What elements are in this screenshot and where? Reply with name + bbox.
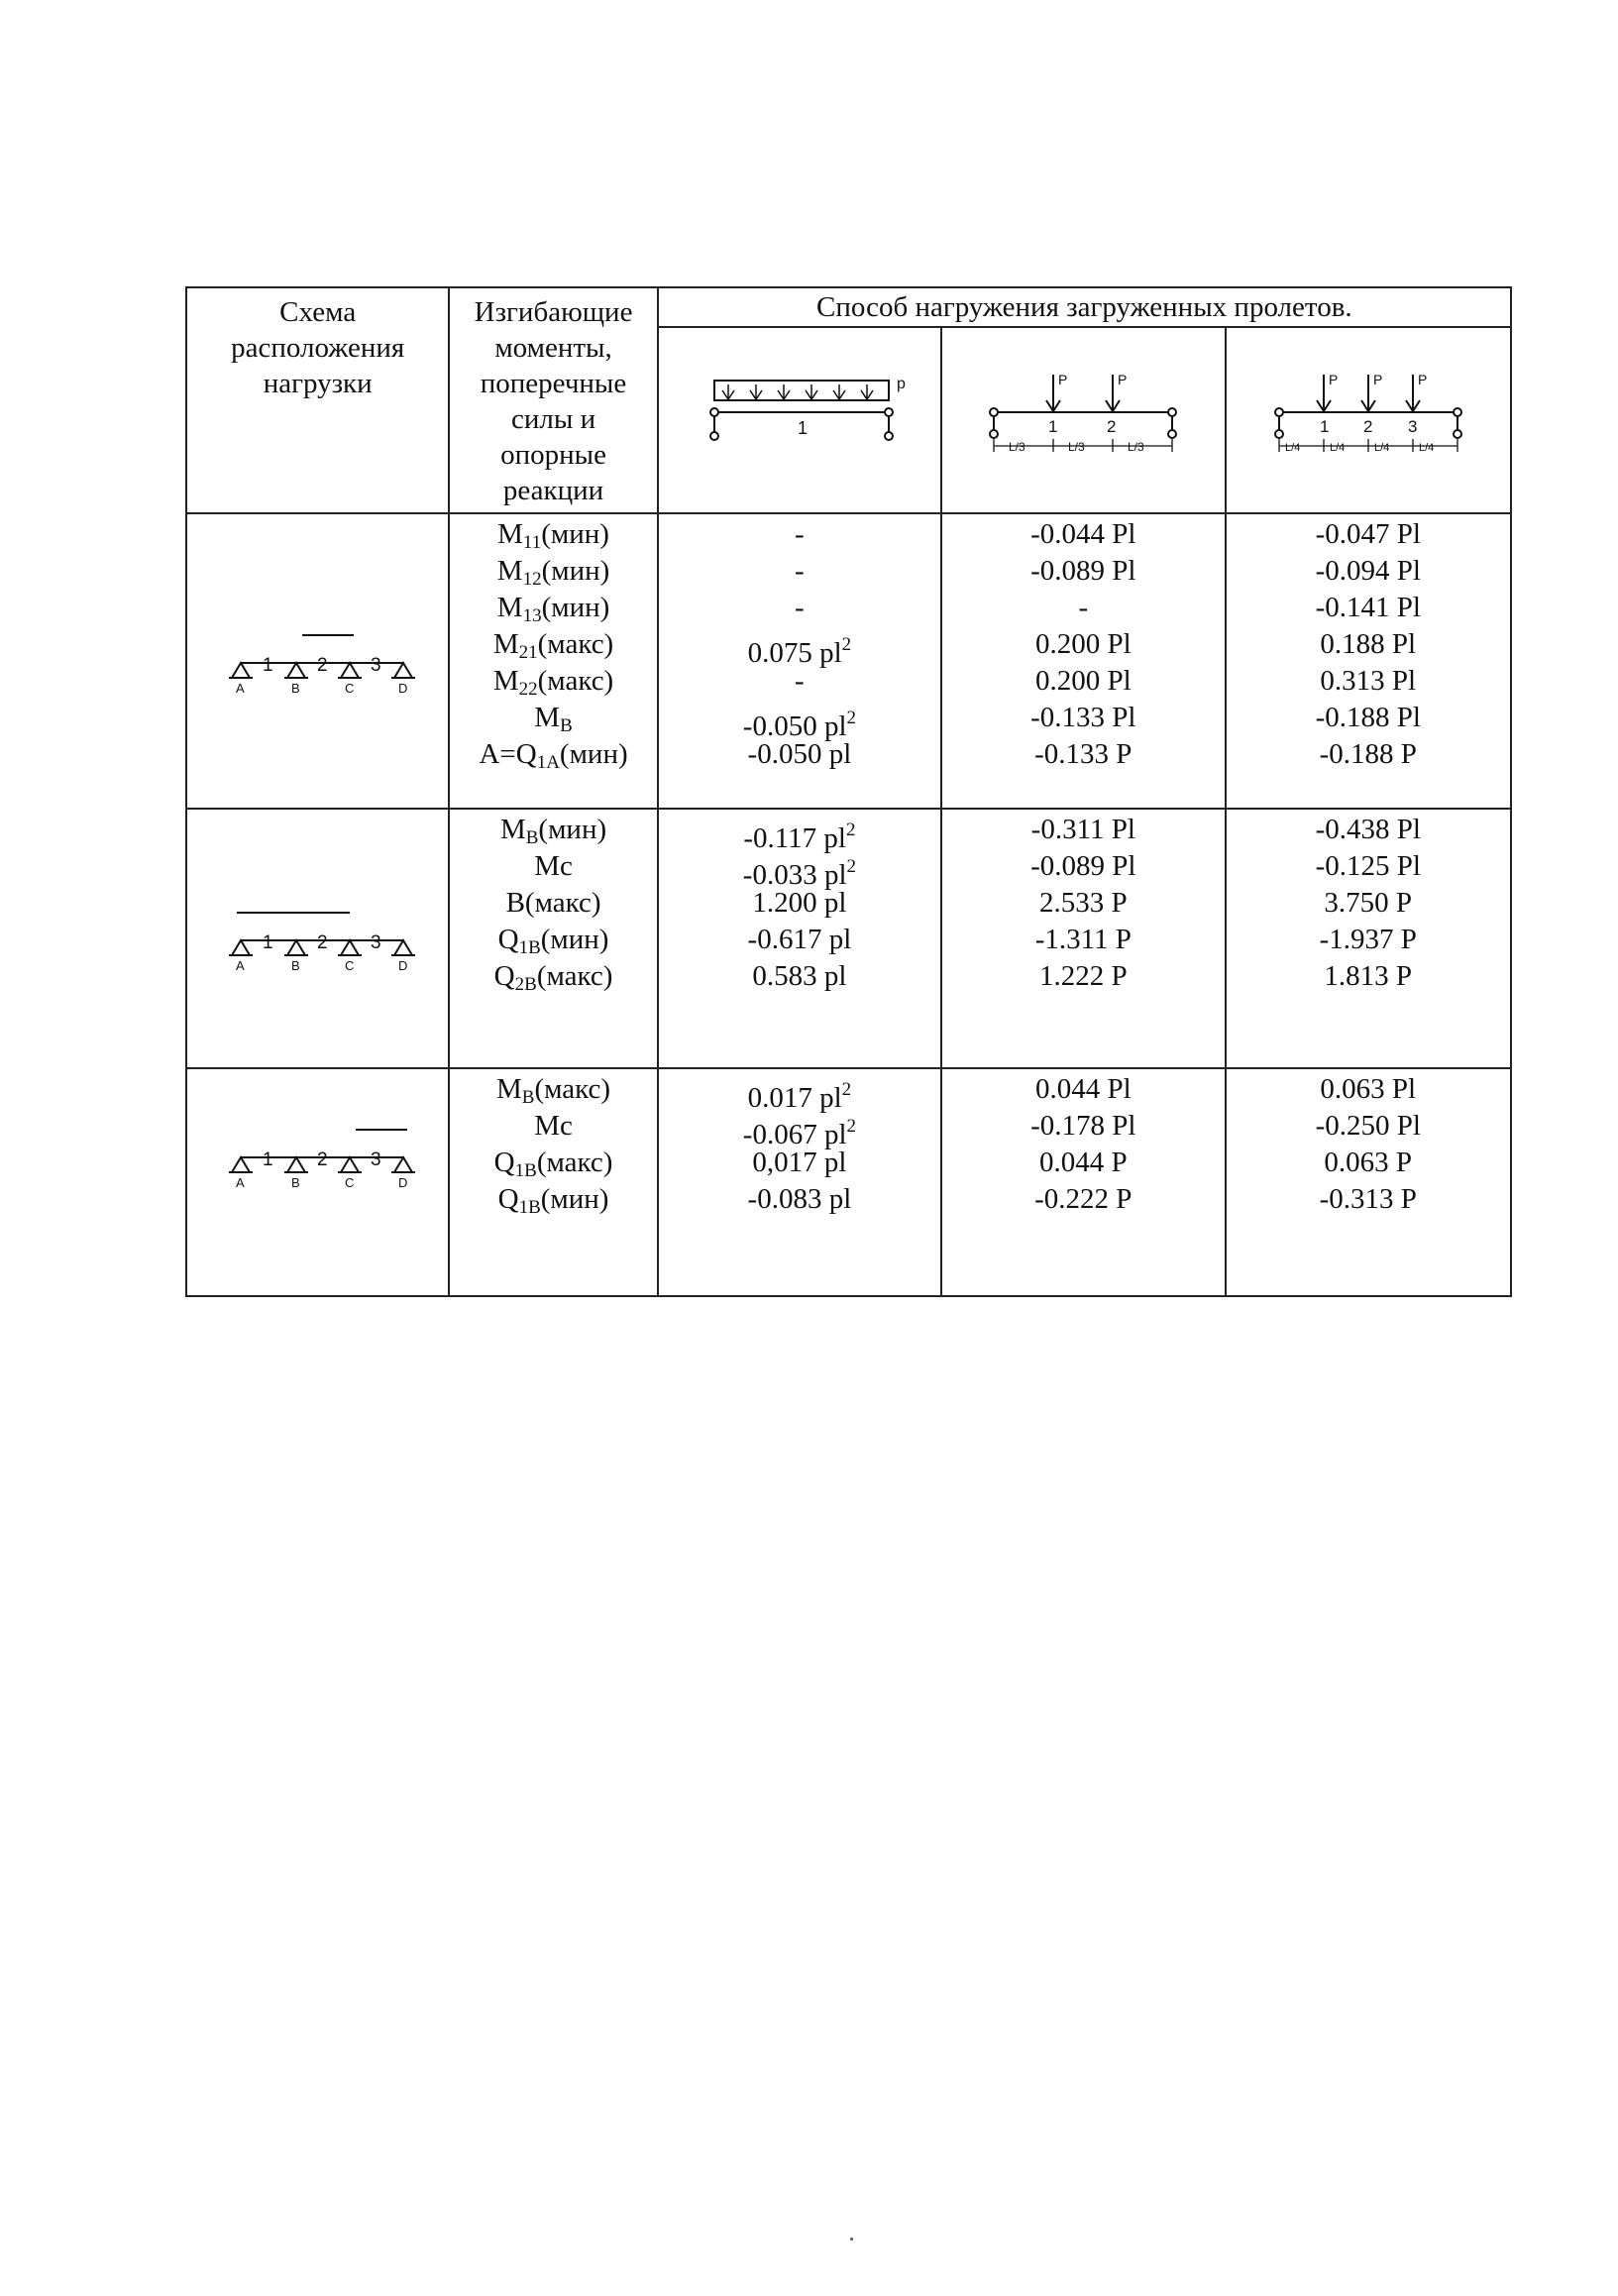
support-label: D [397,1174,408,1190]
quantity-subscript: 2B [514,974,537,995]
three-point-span-3: 3 [1407,417,1418,436]
quantity-label [450,1181,656,1218]
three-point-division-1: L/4 [1284,442,1301,454]
span-label: 3 [370,932,381,953]
quantity-symbol: A=Q [479,738,537,770]
coefficient-value [659,922,940,958]
coefficient-text: - [1078,592,1089,623]
quantity-qualifier: (макс) [536,1147,613,1178]
quantity-qualifier: (макс) [534,1073,611,1105]
group-2-row [186,809,1511,1068]
quantity-subscript: B [521,1087,535,1108]
coefficient-value [1227,1181,1511,1218]
group-1-uniform-list [659,516,940,773]
quantity-qualifier: (мин) [540,1183,609,1215]
coefficient-text: -0.311 Pl [1030,814,1135,845]
quantity-symbol: Q [497,1183,519,1215]
two-point-division-2: L/3 [1068,440,1085,454]
coefficient-value [942,1181,1224,1218]
coefficient-text: 0.313 Pl [1320,665,1417,697]
quantity-label [450,516,656,553]
coefficient-value [942,812,1224,848]
coefficient-text: -0.047 Pl [1315,518,1421,550]
group-1-two-point-list [942,516,1224,773]
group-1-scheme [186,513,449,809]
coefficient-text: -0.033 pl [742,859,847,891]
quantity-symbol: M [492,665,519,697]
three-point-span-1: 1 [1319,417,1330,436]
three-point-load-label-3: P [1417,372,1428,387]
three-point-division-4: L/4 [1418,442,1435,454]
two-point-division-1: L/3 [1009,440,1025,454]
quantity-subscript: 13 [522,605,542,626]
coefficient-value [1227,1071,1511,1108]
coefficient-text: 0.017 pl [747,1082,842,1114]
coefficient-value [1227,700,1511,736]
quantity-symbol: M [497,518,523,550]
group-3-three-point [1226,1068,1512,1296]
coefficient-text: -0.133 Pl [1030,702,1136,733]
quantity-qualifier: (макс) [524,887,601,919]
load-table [185,286,1512,1297]
coefficient-text: 1.200 pl [752,887,847,919]
quantity-qualifier: (мин) [541,518,609,550]
coefficient-text: 0.200 Pl [1034,628,1132,660]
coefficient-text: -0.313 P [1319,1183,1417,1215]
quantity-qualifier: (макс) [536,960,613,992]
quantity-qualifier: (мин) [541,592,610,623]
quantity-label [450,736,656,773]
quantity-qualifier: (мин) [559,738,628,770]
header-scheme [186,287,449,513]
support-icon [341,1157,359,1172]
coefficient-value [659,812,940,854]
coefficient-value [1227,626,1511,663]
coefficient-exponent: 2 [841,1079,852,1100]
coefficient-value [942,626,1224,663]
group-3-uniform-list [659,1071,940,1218]
header-scheme-text: Схема расположения нагрузки [231,296,405,399]
uniform-span-label: 1 [797,418,808,438]
support-label: A [235,681,245,696]
quantity-label [450,663,656,700]
coefficient-value [942,516,1224,553]
coefficient-exponent: 2 [841,634,852,655]
support-label: C [344,681,355,696]
group-2-three-point [1226,809,1512,1068]
coefficient-text: - [795,518,805,550]
coefficient-text: -0.067 pl [742,1119,847,1150]
group-3-three-point-list [1227,1071,1511,1218]
diagram-three-point-cell [1226,327,1512,513]
quantity-label [450,922,656,958]
quantity-symbol: M [499,814,526,845]
support-label: D [397,681,408,696]
coefficient-text: 3.750 P [1324,887,1413,919]
coefficient-text: -0.089 Pl [1030,555,1136,587]
coefficient-text: 2.533 P [1038,887,1128,919]
group-1-three-point-list [1227,516,1511,773]
coefficient-text: 0.063 P [1324,1147,1413,1178]
quantity-qualifier: (мин) [541,555,610,587]
support-label: B [290,681,300,696]
support-icon [232,1157,250,1172]
quantity-label [450,553,656,590]
coefficient-value [659,885,940,922]
coefficient-value [659,516,940,553]
two-point-division-3: L/3 [1128,440,1144,454]
quantity-subscript: 12 [522,569,542,590]
coefficient-value [1227,848,1511,885]
support-icon [287,663,305,678]
coefficient-value [659,553,940,590]
coefficient-text: -0.044 Pl [1030,518,1136,550]
group-3-labels [449,1068,657,1296]
group-2-uniform-list [659,812,940,995]
coefficient-text: 1.813 P [1324,960,1413,992]
quantity-label [450,1145,656,1181]
group-2-two-point-list [942,812,1224,995]
header-loading-method-text: Способ нагружения загруженных пролетов. [816,291,1352,323]
coefficient-text: -0.188 Pl [1315,702,1421,733]
coefficient-text: -0.250 Pl [1315,1110,1421,1142]
coefficient-value [942,885,1224,922]
group-1-two-point [941,513,1225,809]
uniform-load-label: p [896,376,906,392]
quantity-symbol: B [505,887,525,919]
header-loading-method [658,287,1511,327]
quantity-subscript: B [525,827,539,848]
coefficient-text: -0.117 pl [743,822,846,854]
three-point-load-label-1: P [1328,372,1339,387]
group-3-two-point-list [942,1071,1224,1218]
quantity-subscript: 1B [514,1160,537,1181]
group-1-three-point [1226,513,1512,809]
coefficient-value [659,736,940,773]
group-3-two-point [941,1068,1225,1296]
span-label: 3 [370,655,381,676]
span-label: 1 [262,655,273,676]
quantity-subscript: B [560,715,573,736]
quantity-subscript: 1A [536,752,560,773]
support-icon [341,663,359,678]
coefficient-value [1227,1108,1511,1145]
coefficient-text: -0.133 P [1034,738,1133,770]
group-1-row [186,513,1511,809]
coefficient-value [659,626,940,669]
support-icon [287,1157,305,1172]
group-3-scheme [186,1068,449,1296]
group-2-uniform [658,809,941,1068]
quantity-symbol: Q [493,960,515,992]
coefficient-value [942,1071,1224,1108]
support-icon [232,663,250,678]
two-point-span-1: 1 [1048,417,1058,436]
coefficient-value [1227,812,1511,848]
coefficient-value [1227,736,1511,773]
group-1-uniform [658,513,941,809]
coefficient-value [659,1181,940,1218]
coefficient-text: - [795,665,805,697]
coefficient-value [942,1108,1224,1145]
coefficient-value [1227,590,1511,626]
header-moments [449,287,657,513]
two-point-span-2: 2 [1107,417,1117,436]
beam-scheme-span-2 [219,617,417,697]
two-point-load-label-2: P [1118,372,1128,387]
coefficient-value [942,700,1224,736]
coefficient-exponent: 2 [846,856,856,877]
quantity-symbol: M [496,555,523,587]
coefficient-text: -0.083 pl [747,1183,852,1215]
coefficient-value [659,1108,940,1150]
quantity-label [450,812,656,848]
support-label: B [290,958,300,973]
quantity-label [450,1071,656,1108]
group-3-row [186,1068,1511,1296]
scan-speck [850,2238,853,2241]
group-2-scheme [186,809,449,1068]
coefficient-value [659,590,940,626]
two-point-load-label-1: P [1058,372,1068,387]
coefficient-value [659,848,940,891]
quantity-subscript: 21 [518,642,538,663]
quantity-label [450,1108,656,1145]
support-icon [394,663,412,678]
three-point-load-diagram [1269,367,1467,466]
support-label: D [397,958,408,973]
coefficient-value [942,848,1224,885]
quantity-label [450,885,656,922]
coefficient-text: -0.050 pl [742,711,847,742]
quantity-symbol: Mc [534,850,573,882]
support-label: A [235,958,245,973]
coefficient-text: -1.937 P [1319,924,1417,955]
coefficient-text: -0.094 Pl [1315,555,1421,587]
group-3-uniform [658,1068,941,1296]
quantity-symbol: Q [497,924,519,955]
coefficient-value [942,553,1224,590]
coefficient-value [1227,663,1511,700]
quantity-label [450,626,656,663]
quantity-symbol: Q [493,1147,515,1178]
quantity-label [450,848,656,885]
support-icon [232,940,250,955]
coefficient-value [659,958,940,995]
coefficient-text: -0.188 P [1319,738,1417,770]
coefficient-text: 0.188 Pl [1320,628,1417,660]
coefficient-exponent: 2 [845,820,856,840]
coefficient-value [1227,516,1511,553]
coefficient-value [1227,958,1511,995]
coefficient-value [1227,553,1511,590]
quantity-label [450,958,656,995]
three-point-span-2: 2 [1362,417,1373,436]
quantity-label [450,590,656,626]
support-icon [394,940,412,955]
coefficient-text: -0.178 Pl [1030,1110,1136,1142]
quantity-symbol: M [492,628,519,660]
coefficient-text: 0.075 pl [747,637,842,669]
coefficient-text: - [795,592,805,623]
support-icon [341,940,359,955]
beam-scheme-span-3 [219,1112,417,1191]
quantity-subscript: 11 [522,532,542,553]
quantity-qualifier: (макс) [537,628,614,660]
support-label: C [344,1174,355,1190]
group-2-labels [449,809,657,1068]
coefficient-value [942,958,1224,995]
group-2-two-point [941,809,1225,1068]
group-3-label-list [450,1071,656,1218]
group-1-labels [449,513,657,809]
group-2-three-point-list [1227,812,1511,995]
span-label: 1 [262,932,273,953]
coefficient-value [942,1145,1224,1181]
coefficient-text: 1.222 P [1038,960,1128,992]
coefficient-value [659,1071,940,1114]
quantity-symbol: M [534,702,561,733]
coefficient-value [659,1145,940,1181]
span-label: 1 [262,1148,273,1170]
quantity-qualifier: (макс) [537,665,614,697]
three-point-division-3: L/4 [1373,442,1390,454]
coefficient-text: -0.089 Pl [1030,850,1136,882]
coefficient-text: -1.311 P [1034,924,1132,955]
quantity-subscript: 22 [518,679,538,700]
coefficient-value [942,590,1224,626]
diagram-uniform-cell [658,327,941,513]
coefficient-text: -0.141 Pl [1315,592,1421,623]
coefficient-value [659,663,940,700]
uniform-load-diagram [701,367,906,466]
coefficient-text: -0.438 Pl [1315,814,1421,845]
support-label: C [344,958,355,973]
coefficient-text: 0.200 Pl [1034,665,1132,697]
coefficient-text: 0.583 pl [752,960,847,992]
quantity-symbol: Mc [534,1110,573,1142]
quantity-subscript: 1B [518,1197,541,1218]
coefficient-exponent: 2 [846,1116,856,1137]
coefficient-value [1227,885,1511,922]
span-label: 2 [316,932,328,953]
quantity-symbol: M [496,592,523,623]
quantity-label [450,700,656,736]
support-icon [287,940,305,955]
quantity-qualifier: (мин) [540,924,609,955]
three-point-division-2: L/4 [1329,442,1346,454]
coefficient-text: 0.063 Pl [1320,1073,1417,1105]
group-2-label-list [450,812,656,995]
coefficient-text: -0.617 pl [747,924,852,955]
coefficient-value [1227,1145,1511,1181]
group-1-label-list [450,516,656,773]
two-point-load-diagram [984,367,1182,466]
diagram-two-point-cell [941,327,1225,513]
coefficient-text: 0.044 Pl [1034,1073,1132,1105]
coefficient-value [942,736,1224,773]
quantity-qualifier: (мин) [538,814,607,845]
quantity-subscript: 1B [518,937,541,958]
coefficient-exponent: 2 [846,708,856,728]
coefficient-value [1227,922,1511,958]
support-label: A [235,1174,245,1190]
quantity-symbol: M [496,1073,522,1105]
three-point-load-label-2: P [1372,372,1383,387]
coefficient-text: -0.222 P [1034,1183,1133,1215]
coefficient-text: 0,017 pl [752,1147,847,1178]
span-label: 3 [370,1148,381,1170]
coefficient-text: -0.050 pl [747,738,852,770]
coefficient-value [942,663,1224,700]
coefficient-text: -0.125 Pl [1315,850,1421,882]
support-icon [394,1157,412,1172]
support-label: B [290,1174,300,1190]
coefficient-text: 0.044 P [1038,1147,1128,1178]
header-moments-text: Изгибающие моменты, поперечные силы и опорные реакции [474,296,633,506]
coefficient-value [659,700,940,742]
beam-scheme-spans-1-2 [219,895,417,974]
coefficient-text: - [795,555,805,587]
coefficient-value [942,922,1224,958]
span-label: 2 [316,1148,328,1170]
span-label: 2 [316,655,328,676]
